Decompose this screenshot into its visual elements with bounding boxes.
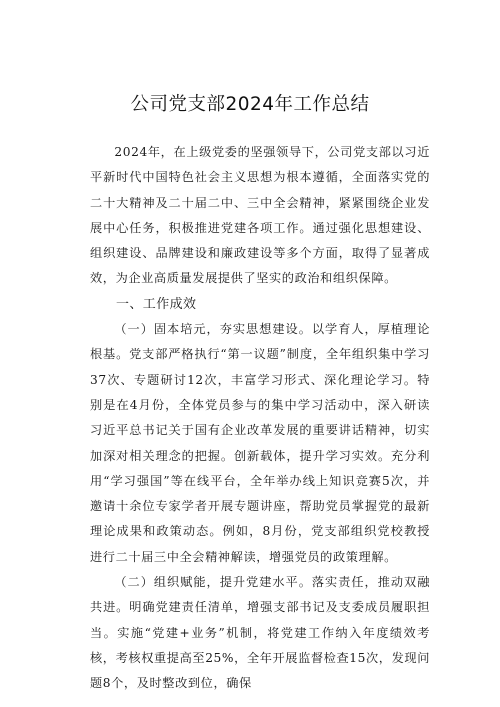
document-title: 公司党支部2024年工作总结 [130,94,370,115]
body-paragraph-2: （二）组织赋能，提升党建水平。落实责任，推动双融共进。明确党建责任清单，增强支部书记及支委成员履职担当。实施“党建+业务”机制，将党建工作纳入年度绩效考核，考核权重提高至25%，全年开展监督检查15次，发现问题8个，及时整改到位，确保 [90,575,430,691]
body-paragraph-1: （一）固本培元，夯实思想建设。以学育人，厚植理论根基。党支部严格执行“第一议题”制度，全年组织集中学习37次、专题研讨12次，丰富学习形式、深化理论学习。特别是在4月份，全体党员参与的集中学习活动中，深入研读习近平总书记关于国有企业改革发展的重要讲话精神，切实加深对相关理念的把握。创新载体，提升学习实效。充分利用“学习强国”等在线平台，全年举办线上知识竞赛5次，并邀请十余位专家学者开展专题讲座，帮助党员掌握党的最新理论成果和政策动态。例如，8月份，党支部组织党校教授进行二十届三中全会精神解读，增强党员的政策理解。 [90,322,430,564]
document-body [90,140,430,697]
section-heading: 一、工作成效 [116,296,197,312]
intro-paragraph: 2024年，在上级党委的坚强领导下，公司党支部以习近平新时代中国特色社会主义思想为根本遵循，全面落实党的二十大精神及二十届二中、三中全会精神，紧紧围绕企业发展中心任务，积极推进党建各项工作。通过强化思想建设、组织建设、品牌建设和廉政建设等多个方面，取得了显著成效，为企业高质量发展提供了坚实的政治和组织保障。 [90,145,430,286]
